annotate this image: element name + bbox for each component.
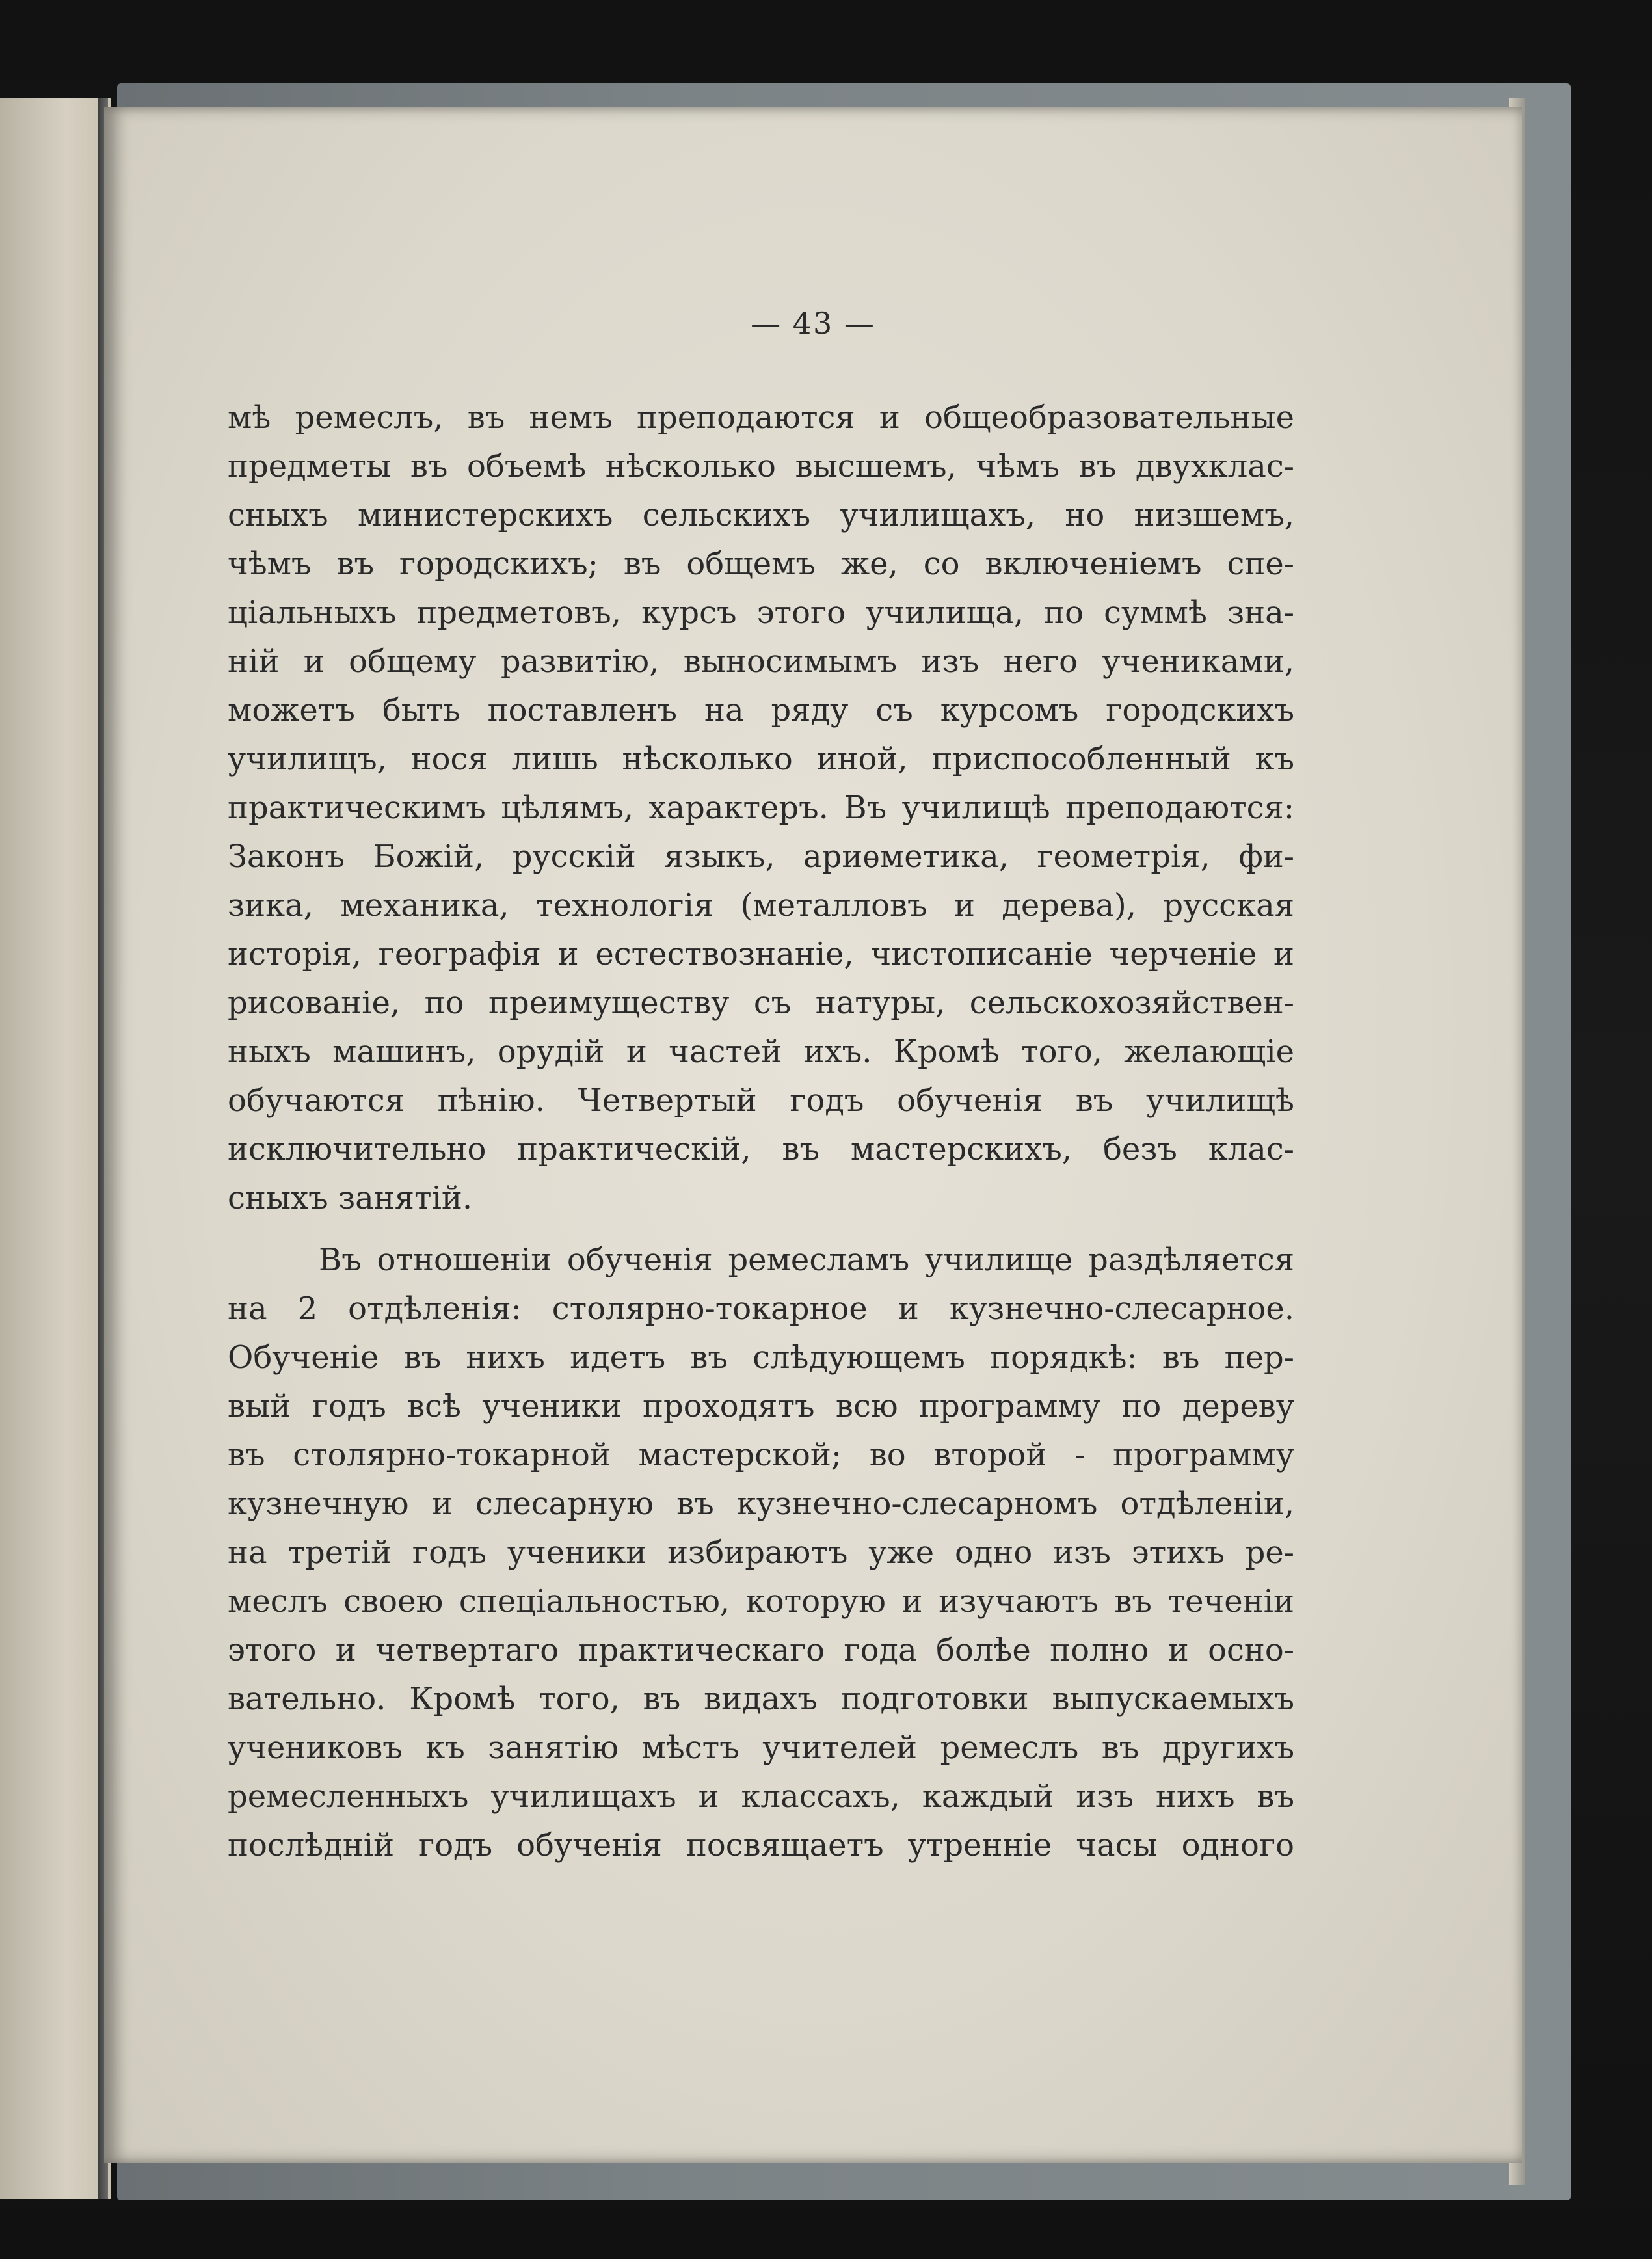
text-line: практическимъ цѣлямъ, характеръ. Въ училищѣ преподаются: (228, 790, 1294, 826)
text-line: чѣмъ въ городскихъ; въ общемъ же, со включеніемъ спе- (228, 546, 1294, 582)
paragraph-gap (228, 1223, 1294, 1236)
text-line: зика, механика, технологія (металловъ и дерева), русская (228, 887, 1294, 924)
text-line: Законъ Божій, русскій языкъ, ариѳметика, геометрія, фи- (228, 838, 1294, 875)
text-line: можетъ быть поставленъ на ряду съ курсомъ городскихъ (228, 692, 1294, 728)
text-line: кузнечную и слесарную въ кузнечно-слесарномъ отдѣленіи, (228, 1486, 1294, 1522)
text-line: рисованіе, по преимуществу съ натуры, сельскохозяйствен- (228, 985, 1294, 1021)
paragraph-1 (228, 394, 1294, 1223)
text-line: училищъ, нося лишь нѣсколько иной, приспособленный къ (228, 741, 1294, 777)
text-line: ремесленныхъ училищахъ и классахъ, каждый изъ нихъ въ (228, 1778, 1294, 1815)
text-line: вательно. Кромѣ того, въ видахъ подготовки выпускаемыхъ (228, 1681, 1294, 1717)
text-line: на 2 отдѣленія: столярно-токарное и кузнечно-слесарное. (228, 1290, 1294, 1327)
text-line: сныхъ министерскихъ сельскихъ училищахъ, но низшемъ, (228, 497, 1294, 533)
page-number: — 43 — (751, 306, 875, 341)
text-line: сныхъ занятій. (228, 1180, 473, 1216)
text-line: ній и общему развитію, выносимымъ изъ него учениками, (228, 643, 1294, 680)
text-line: этого и четвертаго практическаго года болѣе полно и осно- (228, 1632, 1294, 1668)
left-page-edge (0, 98, 111, 2199)
text-line: мѣ ремеслъ, въ немъ преподаются и общеобразовательные (228, 399, 1294, 436)
text-line: Обученіе въ нихъ идетъ въ слѣдующемъ порядкѣ: въ пер- (228, 1339, 1294, 1376)
text-line: вый годъ всѣ ученики проходятъ всю программу по дереву (228, 1388, 1294, 1424)
book-page (104, 107, 1522, 2163)
text-line: въ столярно-токарной мастерской; во второй - программу (228, 1437, 1294, 1473)
text-line: исторія, географія и естествознаніе, чистописаніе черченіе и (228, 936, 1294, 972)
text-line: предметы въ объемѣ нѣсколько высшемъ, чѣмъ въ двухклас- (228, 448, 1294, 485)
text-line: меслъ своею спеціальностью, которую и изучаютъ въ теченіи (228, 1583, 1294, 1620)
text-line: на третій годъ ученики избираютъ уже одно изъ этихъ ре- (228, 1534, 1294, 1571)
paragraph-2 (228, 1236, 1294, 1870)
body-text (228, 394, 1294, 1870)
text-line: ныхъ машинъ, орудій и частей ихъ. Кромѣ того, желающіе (228, 1034, 1294, 1070)
text-line: Въ отношеніи обученія ремесламъ училище раздѣляется (319, 1242, 1294, 1278)
text-line: исключительно практическій, въ мастерскихъ, безъ клас- (228, 1131, 1294, 1168)
text-line: обучаются пѣнію. Четвертый годъ обученія въ училищѣ (228, 1082, 1294, 1119)
text-line: ціальныхъ предметовъ, курсъ этого училища, по суммѣ зна- (228, 595, 1294, 631)
text-line: учениковъ къ занятію мѣстъ учителей ремеслъ въ другихъ (228, 1730, 1294, 1766)
text-line: послѣдній годъ обученія посвящаетъ утренніе часы одного (228, 1827, 1294, 1864)
